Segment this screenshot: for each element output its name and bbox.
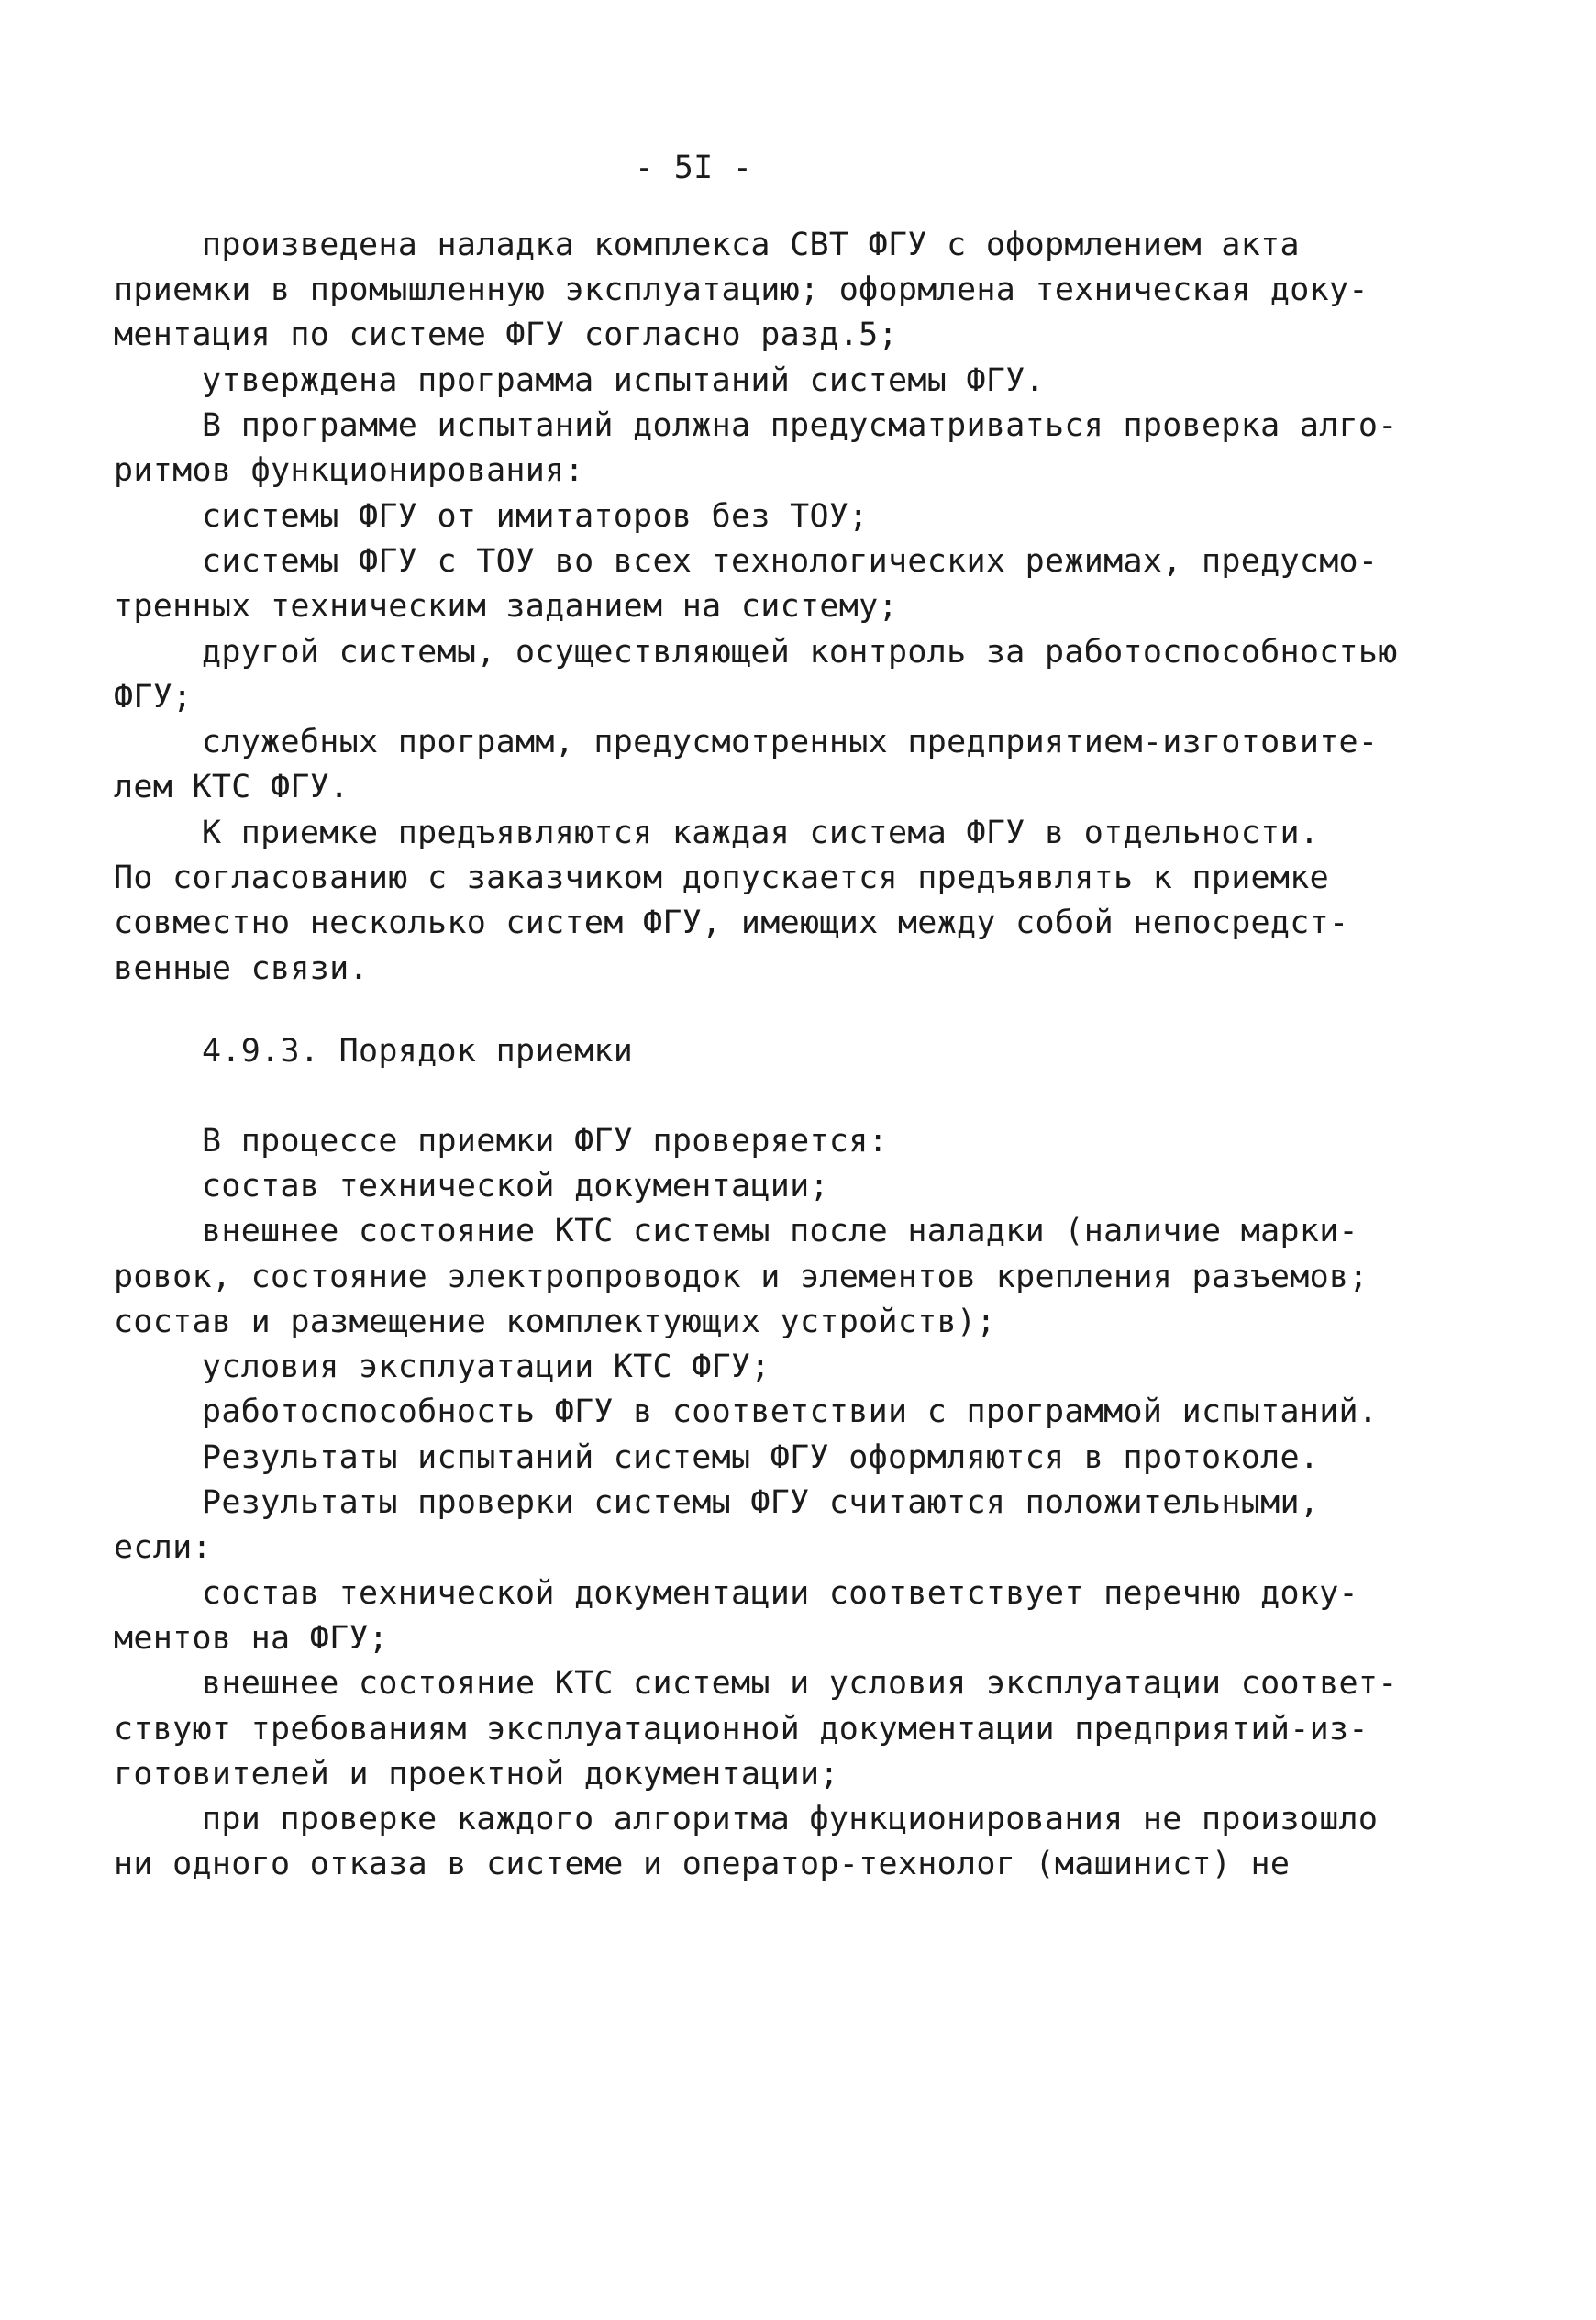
- text-line: состав технической документации;: [202, 1168, 829, 1204]
- text-line: По согласованию с заказчиком допускается предъявлять к приемке: [114, 860, 1330, 896]
- text-line: готовителей и проектной документации;: [114, 1756, 839, 1793]
- text-line: утверждена программа испытаний системы ФГУ.: [202, 362, 1045, 399]
- text-line: приемки в промышленную эксплуатацию; оформлена техническая доку-: [114, 272, 1369, 308]
- text-line: системы ФГУ с ТОУ во всех технологических режимах, предусмо-: [202, 543, 1379, 580]
- text-line: В процессе приемки ФГУ проверяется:: [202, 1123, 889, 1160]
- text-line: Результаты испытаний системы ФГУ оформляются в протоколе.: [202, 1439, 1320, 1476]
- text-line: Результаты проверки системы ФГУ считаются положительными,: [202, 1484, 1320, 1521]
- text-line: ФГУ;: [114, 679, 193, 716]
- text-line: другой системы, осуществляющей контроль за работоспособностью: [202, 634, 1398, 671]
- text-line: условия эксплуатации КТС ФГУ;: [202, 1349, 770, 1385]
- text-line: внешнее состояние КТС системы и условия эксплуатации соответ-: [202, 1665, 1398, 1702]
- text-line: ни одного отказа в системе и оператор-технолог (машинист) не: [114, 1846, 1291, 1882]
- text-line: работоспособность ФГУ в соответствии с программой испытаний.: [202, 1393, 1379, 1430]
- section-heading: 4.9.3. Порядок приемки: [202, 1033, 634, 1070]
- text-line: ровок, состояние электропроводок и элементов крепления разъемов;: [114, 1259, 1369, 1295]
- text-line: произведена наладка комплекса СВТ ФГУ с оформлением акта: [202, 227, 1300, 263]
- text-line: совместно несколько систем ФГУ, имеющих между собой непосредст-: [114, 905, 1349, 941]
- text-line: В программе испытаний должна предусматриваться проверка алго-: [202, 407, 1398, 444]
- text-line: ментация по системе ФГУ согласно разд.5;: [114, 316, 898, 353]
- text-line: ствуют требованиям эксплуатационной документации предприятий-из-: [114, 1711, 1369, 1748]
- text-line: ментов на ФГУ;: [114, 1620, 389, 1657]
- text-line: венные связи.: [114, 950, 369, 987]
- text-line: ритмов функционирования:: [114, 452, 584, 489]
- text-line: служебных программ, предусмотренных предприятием-изготовите-: [202, 724, 1379, 760]
- text-line: состав технической документации соответствует перечню доку-: [202, 1575, 1358, 1612]
- text-line: если:: [114, 1529, 212, 1566]
- text-line: лем КТС ФГУ.: [114, 769, 349, 805]
- text-line: внешнее состояние КТС системы после наладки (наличие марки-: [202, 1213, 1358, 1249]
- text-line: при проверке каждого алгоритма функционирования не произошло: [202, 1801, 1379, 1837]
- text-line: состав и размещение комплектующих устройств);: [114, 1304, 996, 1340]
- text-line: тренных техническим заданием на систему;: [114, 588, 898, 625]
- text-line: К приемке предъявляются каждая система ФГУ в отдельности.: [202, 815, 1320, 851]
- page-number: - 5I -: [635, 150, 753, 186]
- text-line: системы ФГУ от имитаторов без ТОУ;: [202, 498, 869, 535]
